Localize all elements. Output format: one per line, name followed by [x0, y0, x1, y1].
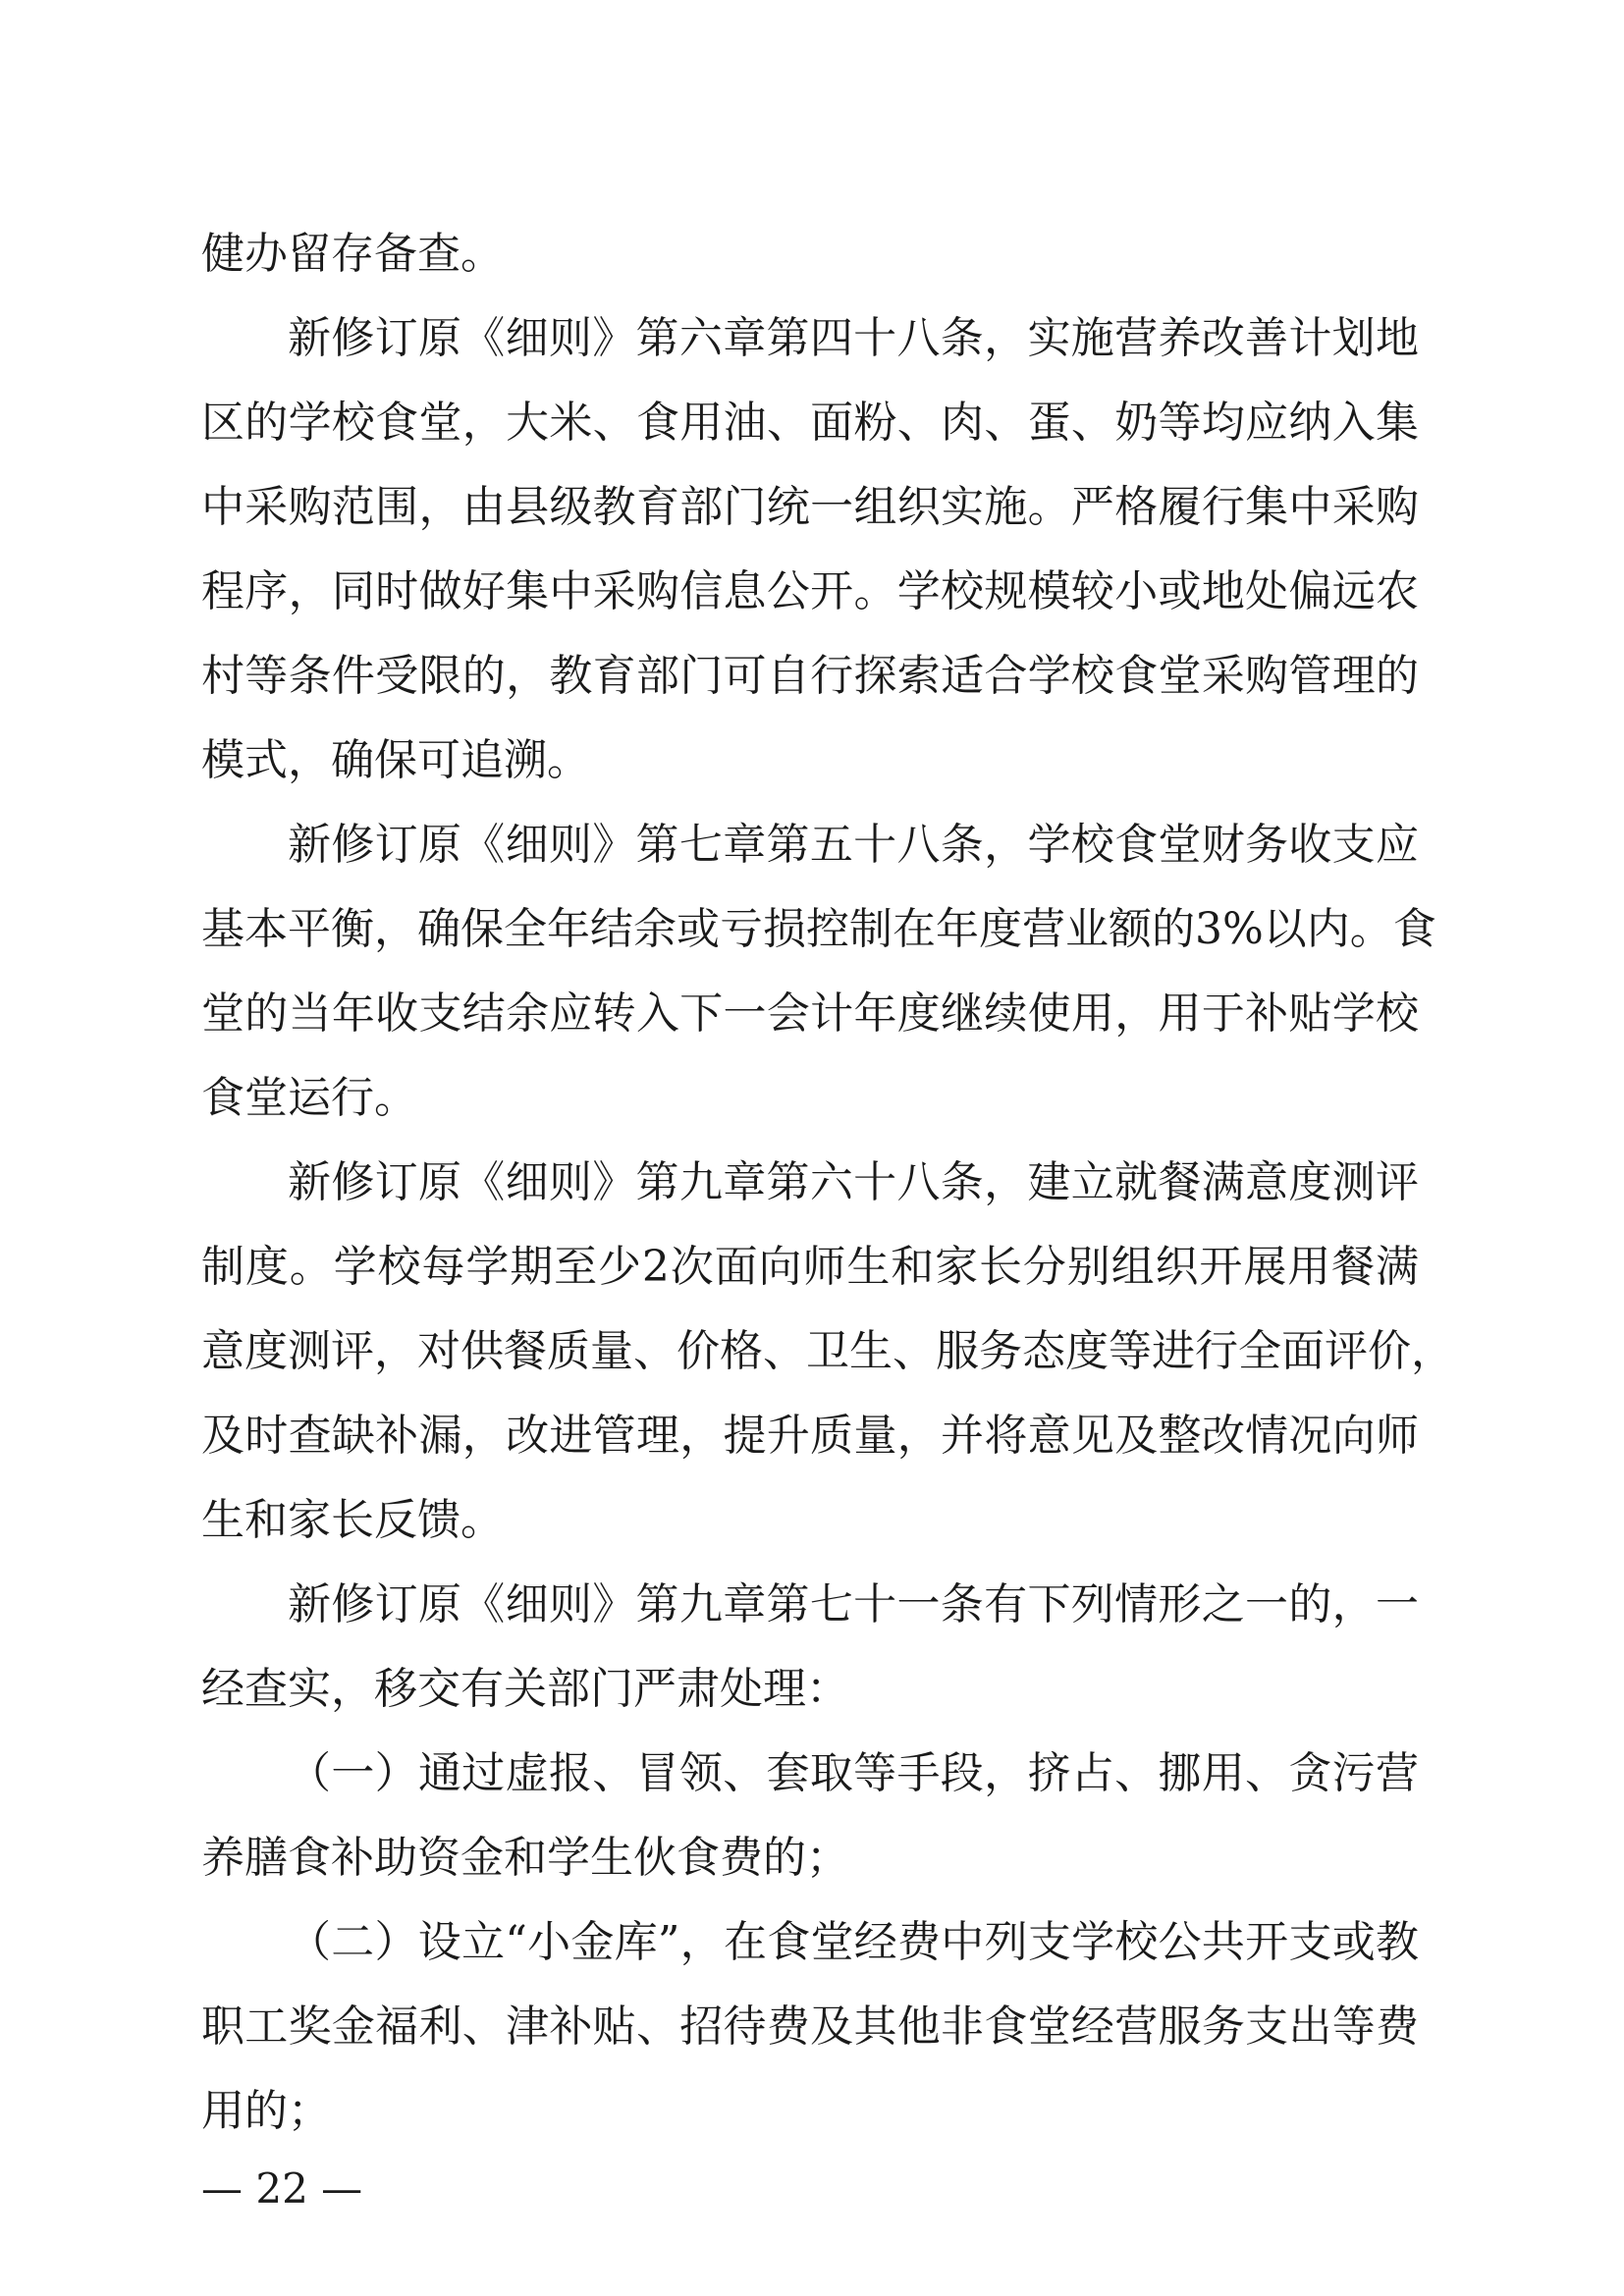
text-line-22: 职工奖金福利、津补贴、招待费及其他非食堂经营服务支出等费: [201, 2002, 1419, 2052]
text-line-11: 食堂运行。: [201, 1073, 417, 1123]
text-line-3: 区的学校食堂，大米、食用油、面粉、肉、蛋、奶等均应纳入集: [201, 398, 1419, 448]
text-line-6: 村等条件受限的，教育部门可自行探索适合学校食堂采购管理的: [201, 651, 1419, 701]
text-line-16: 生和家长反馈。: [201, 1495, 504, 1545]
text-line-18: 经查实，移交有关部门严肃处理：: [201, 1664, 849, 1714]
text-line-12: 新修订原《细则》第九章第六十八条，建立就餐满意度测评: [288, 1157, 1419, 1207]
text-line-13: 制度。学校每学期至少2次面向师生和家长分别组织开展用餐满: [201, 1242, 1419, 1292]
text-line-17: 新修订原《细则》第九章第七十一条有下列情形之一的，一: [288, 1579, 1419, 1629]
text-line-8: 新修订原《细则》第七章第五十八条，学校食堂财务收支应: [288, 820, 1419, 870]
text-line-9: 基本平衡，确保全年结余或亏损控制在年度营业额的3%以内。食: [201, 904, 1436, 954]
text-line-10: 堂的当年收支结余应转入下一会计年度继续使用，用于补贴学校: [201, 988, 1419, 1039]
text-line-23: 用的；: [201, 2086, 331, 2136]
text-line-4: 中采购范围，由县级教育部门统一组织实施。严格履行集中采购: [201, 482, 1419, 532]
text-line-1: 健办留存备查。: [201, 229, 504, 279]
text-line-7: 模式，确保可追溯。: [201, 735, 590, 785]
text-line-5: 程序，同时做好集中采购信息公开。学校规模较小或地处偏远农: [201, 566, 1419, 616]
text-line-19: （一）通过虚报、冒领、套取等手段，挤占、挪用、贪污营: [288, 1748, 1419, 1798]
text-line-21: （二）设立“小金库”，在食堂经费中列支学校公共开支或教: [288, 1917, 1419, 1967]
text-line-14: 意度测评，对供餐质量、价格、卫生、服务态度等进行全面评价，: [201, 1326, 1454, 1376]
text-line-15: 及时查缺补漏，改进管理，提升质量，并将意见及整改情况向师: [201, 1411, 1419, 1461]
text-line-2: 新修订原《细则》第六章第四十八条，实施营养改善计划地: [288, 313, 1419, 363]
page-number: — 22 —: [201, 2164, 363, 2213]
text-line-20: 养膳食补助资金和学生伙食费的；: [201, 1833, 849, 1883]
